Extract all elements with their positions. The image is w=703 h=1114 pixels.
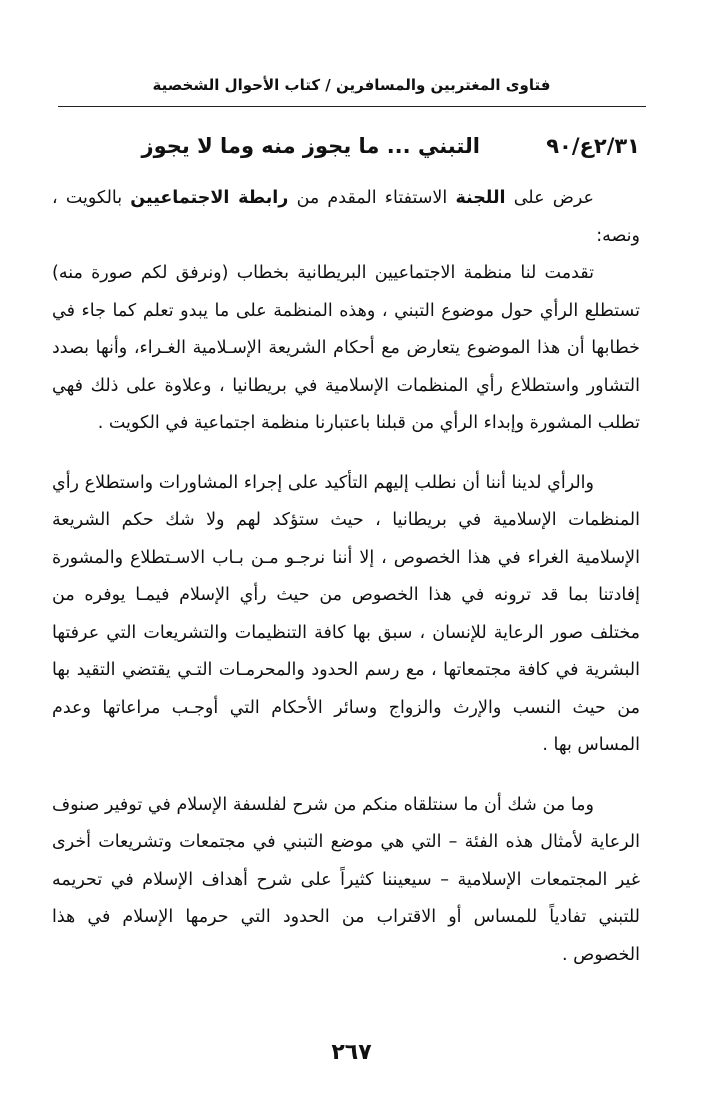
page-number: ٢٦٧ [331, 1040, 372, 1065]
header-rule [58, 106, 646, 107]
intro-rest-text: بالكويت ، ونصه: [52, 188, 640, 246]
committee-name: اللجنة [455, 188, 506, 208]
intro-text: عرض على [513, 188, 594, 208]
fatwa-title: التبني ... ما يجوز منه وما لا يجوز [141, 134, 480, 158]
body-text [52, 180, 640, 974]
paragraph-opinion: والرأي لدينا أننا أن نطلب إليهم التأكيد على إجراء المشاورات واستطلاع رأي المنظمات الإسلامية في بريطانيا ، حيث ستؤكد لهم ولا شك حكم الشريعة الإسلامية الغراء في هذا الخصوص ، إلا أننا نرجـو مـن بـاب الاسـتطلاع والمشورة إفادتنا بما قد ترونه في هذا الخصوص من حيث رأي الإسلام فيمـا يوفره من مختلف صور الرعاية للإنسان ، سبق بها كافة التنظيمات والتشريعات التي عرفتها البشرية في كافة مجتمعاتها ، مع رسم الحدود والمحرمـات التـي يقتضي التقيد بها من حيث النسب والإرث والزواج وسائر الأحكام التي أوجـب مراعاتها وعدم المساس بها . [52, 472, 640, 755]
fatwa-heading [60, 134, 640, 174]
association-name: رابطة الاجتماعيين [130, 188, 289, 208]
running-header: فتاوى المغتربين والمسافرين / كتاب الأحوال الشخصية [152, 76, 551, 94]
intro-mid-text: الاستفتاء المقدم من [296, 188, 448, 208]
paragraph-intro [52, 180, 640, 255]
fatwa-number: ٢/٣١ع/٩٠ [546, 134, 640, 158]
paragraph-request: وما من شك أن ما سنتلقاه منكم من شرح لفلسفة الإسلام في توفير صنوف الرعاية لأمثال هذه الفئة – التي هي موضع التبني في مجتمعات وتشريعات أخرى غير المجتمعات الإسلامية – سيعيننا كثيراً على شرح أهداف الإسلام في تحريمه للتبني تفادياً للمساس أو الاقتراب من الحدود التي حرمها الإسلام في هذا الخصوص . [52, 794, 640, 965]
paragraph-question: تقدمت لنا منظمة الاجتماعيين البريطانية بخطاب (ونرفق لكم صورة منه) تستطلع الرأي حول موضوع التبني ، وهذه المنظمة على ما يبدو تعلم كما جاء في خطابها أن هذا الموضوع يتعارض مع أحكام الشريعة الإسـلامية الغـراء، وأنها بصدد التشاور واستطلاع رأي المنظمات الإسلامية في بريطانيا ، وعلاوة على ذلك فهي تطلب المشورة وإبداء الرأي من قبلنا باعتبارنا منظمة اجتماعية في الكويت . [52, 263, 640, 433]
